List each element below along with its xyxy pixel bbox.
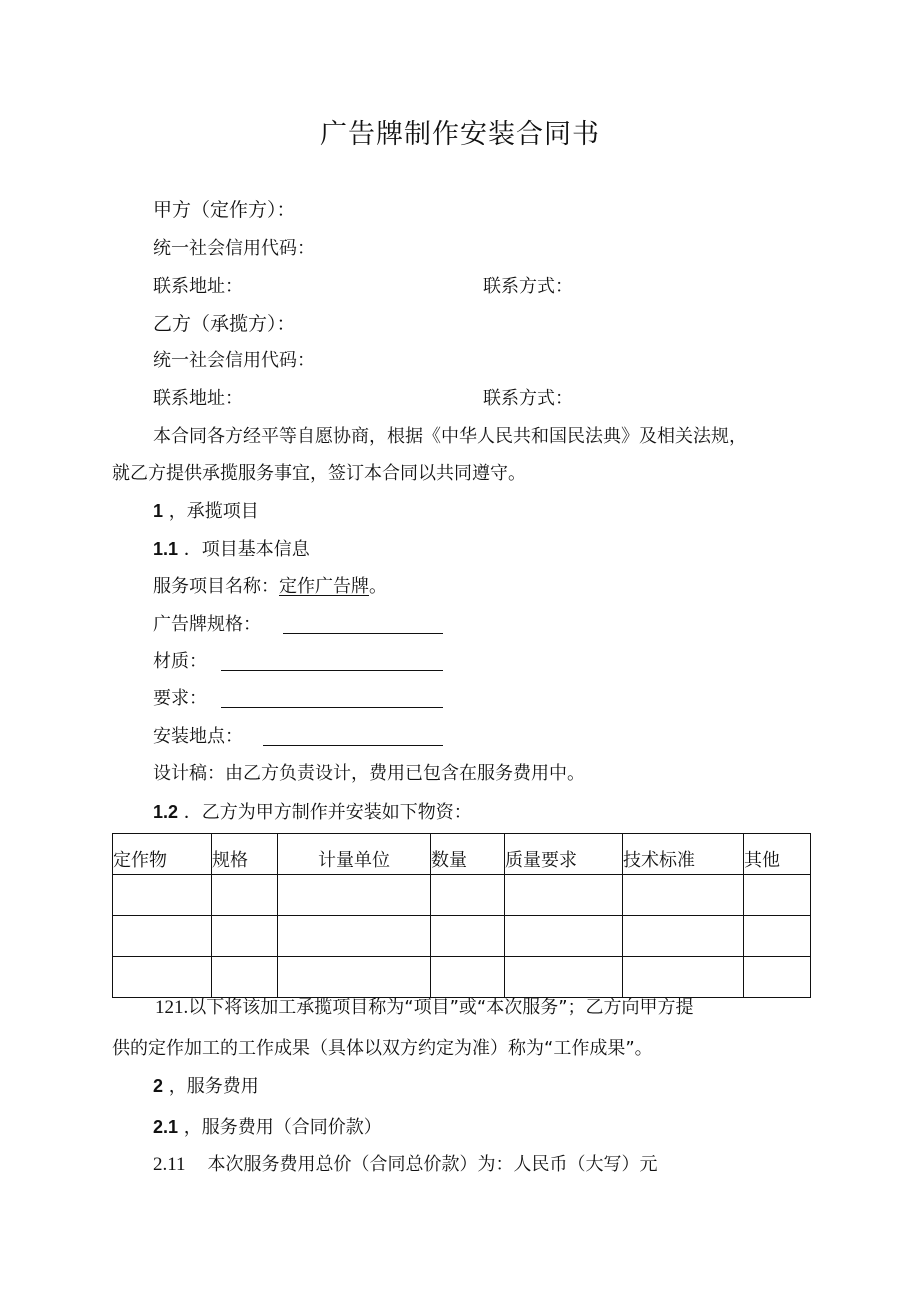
section-1-1-heading — [153, 537, 310, 562]
table-cell — [113, 916, 212, 957]
table-row — [113, 916, 811, 957]
section-1-2-heading — [153, 800, 472, 825]
table-cell — [431, 916, 505, 957]
party-b-label: 乙方（承揽方）： — [153, 313, 296, 335]
table-cell — [505, 957, 623, 998]
table-cell — [212, 875, 278, 916]
table-cell — [113, 957, 212, 998]
service-name-row — [153, 575, 387, 599]
section-1-2-number: 1.2 — [153, 802, 179, 822]
location-row — [153, 725, 243, 749]
table-cell — [505, 875, 623, 916]
table-cell — [744, 875, 811, 916]
party-a-address: 联系地址： — [153, 276, 243, 297]
section-2-title: 服务费用 — [186, 1076, 259, 1097]
goods-table — [112, 833, 811, 998]
section-1-1-title: 项目基本信息 — [201, 539, 310, 560]
table-cell — [278, 875, 431, 916]
table-cell — [113, 875, 212, 916]
service-name-label: 服务项目名称： — [153, 576, 279, 597]
spec-row — [153, 613, 261, 637]
party-a-contact: 联系方式： — [483, 276, 573, 297]
table-header-cell: 数量 — [431, 834, 505, 875]
section-1-1-separator: ． — [183, 539, 202, 560]
party-a-credit-code: 统一社会信用代码： — [153, 238, 315, 259]
section-2-1-heading — [153, 1115, 382, 1140]
table-row — [113, 957, 811, 998]
section-1-heading — [153, 499, 259, 524]
table-cell — [744, 916, 811, 957]
table-cell — [278, 957, 431, 998]
service-name-value: 定作广告牌 — [279, 576, 369, 597]
location-blank-line — [263, 729, 443, 746]
design-note: 设计稿：由乙方负责设计，费用已包含在服务费用中。 — [153, 763, 585, 784]
table-cell — [431, 875, 505, 916]
section-2-separator: ， — [168, 1076, 187, 1097]
clause-2-11-text: 本次服务费用总价（合同总价款）为：人民币（大写）元 — [207, 1154, 658, 1175]
clause-121-line-2: 供的定作加工的工作成果（具体以双方约定为准）称为“工作成果”。 — [112, 1038, 653, 1059]
table-cell — [278, 916, 431, 957]
table-header-cell: 技术标准 — [623, 834, 744, 875]
location-label: 安装地点： — [153, 726, 243, 747]
section-2-1-title: 服务费用（合同价款） — [201, 1117, 382, 1138]
document-title: 广告牌制作安装合同书 — [320, 119, 600, 150]
table-header-cell: 定作物 — [113, 834, 212, 875]
table-header-cell: 规格 — [212, 834, 278, 875]
requirement-row — [153, 687, 207, 711]
table-cell — [505, 916, 623, 957]
table-cell — [623, 875, 744, 916]
intro-line-1: 本合同各方经平等自愿协商，根据《中华人民共和国民法典》及相关法规， — [153, 426, 747, 447]
spec-blank-line — [283, 617, 443, 634]
table-header-row — [113, 834, 811, 875]
table-cell — [623, 957, 744, 998]
section-2-1-separator: ， — [183, 1117, 202, 1138]
section-2-1-number: 2.1 — [153, 1117, 179, 1137]
section-1-separator: ， — [168, 501, 187, 522]
clause-121-text-1: 以下将该加工承揽项目称为“项目”或“本次服务”；乙方向甲方提 — [188, 997, 694, 1018]
table-row — [113, 875, 811, 916]
table-cell — [212, 957, 278, 998]
section-1-2-separator: ． — [183, 802, 202, 823]
clause-121-number: 121. — [155, 997, 189, 1018]
material-row — [153, 650, 207, 674]
party-a-label: 甲方（定作方）： — [153, 199, 296, 221]
spec-label: 广告牌规格： — [153, 614, 261, 635]
intro-line-2: 就乙方提供承揽服务事宜，签订本合同以共同遵守。 — [112, 463, 526, 484]
table-cell — [744, 957, 811, 998]
section-2-number: 2 — [153, 1076, 164, 1096]
table-cell — [212, 916, 278, 957]
material-label: 材质： — [153, 651, 207, 672]
table-header-cell: 质量要求 — [505, 834, 623, 875]
party-b-credit-code: 统一社会信用代码： — [153, 350, 315, 371]
section-1-1-number: 1.1 — [153, 539, 179, 559]
party-b-contact: 联系方式： — [483, 388, 573, 409]
clause-2-11-number: 2.11 — [153, 1154, 186, 1175]
section-1-number: 1 — [153, 501, 164, 521]
clause-2-11 — [153, 1153, 658, 1177]
requirement-blank-line — [221, 691, 443, 708]
section-1-title: 承揽项目 — [186, 501, 259, 522]
material-blank-line — [221, 654, 443, 671]
service-name-end: 。 — [369, 576, 387, 597]
section-1-2-title: 乙方为甲方制作并安装如下物资： — [201, 802, 472, 823]
clause-121-line-1 — [155, 996, 694, 1020]
table-header-cell: 其他 — [744, 834, 811, 875]
requirement-label: 要求： — [153, 688, 207, 709]
table-cell — [623, 916, 744, 957]
table-header-cell: 计量单位 — [278, 834, 431, 875]
party-b-address: 联系地址： — [153, 388, 243, 409]
table-cell — [431, 957, 505, 998]
section-2-heading — [153, 1074, 259, 1099]
